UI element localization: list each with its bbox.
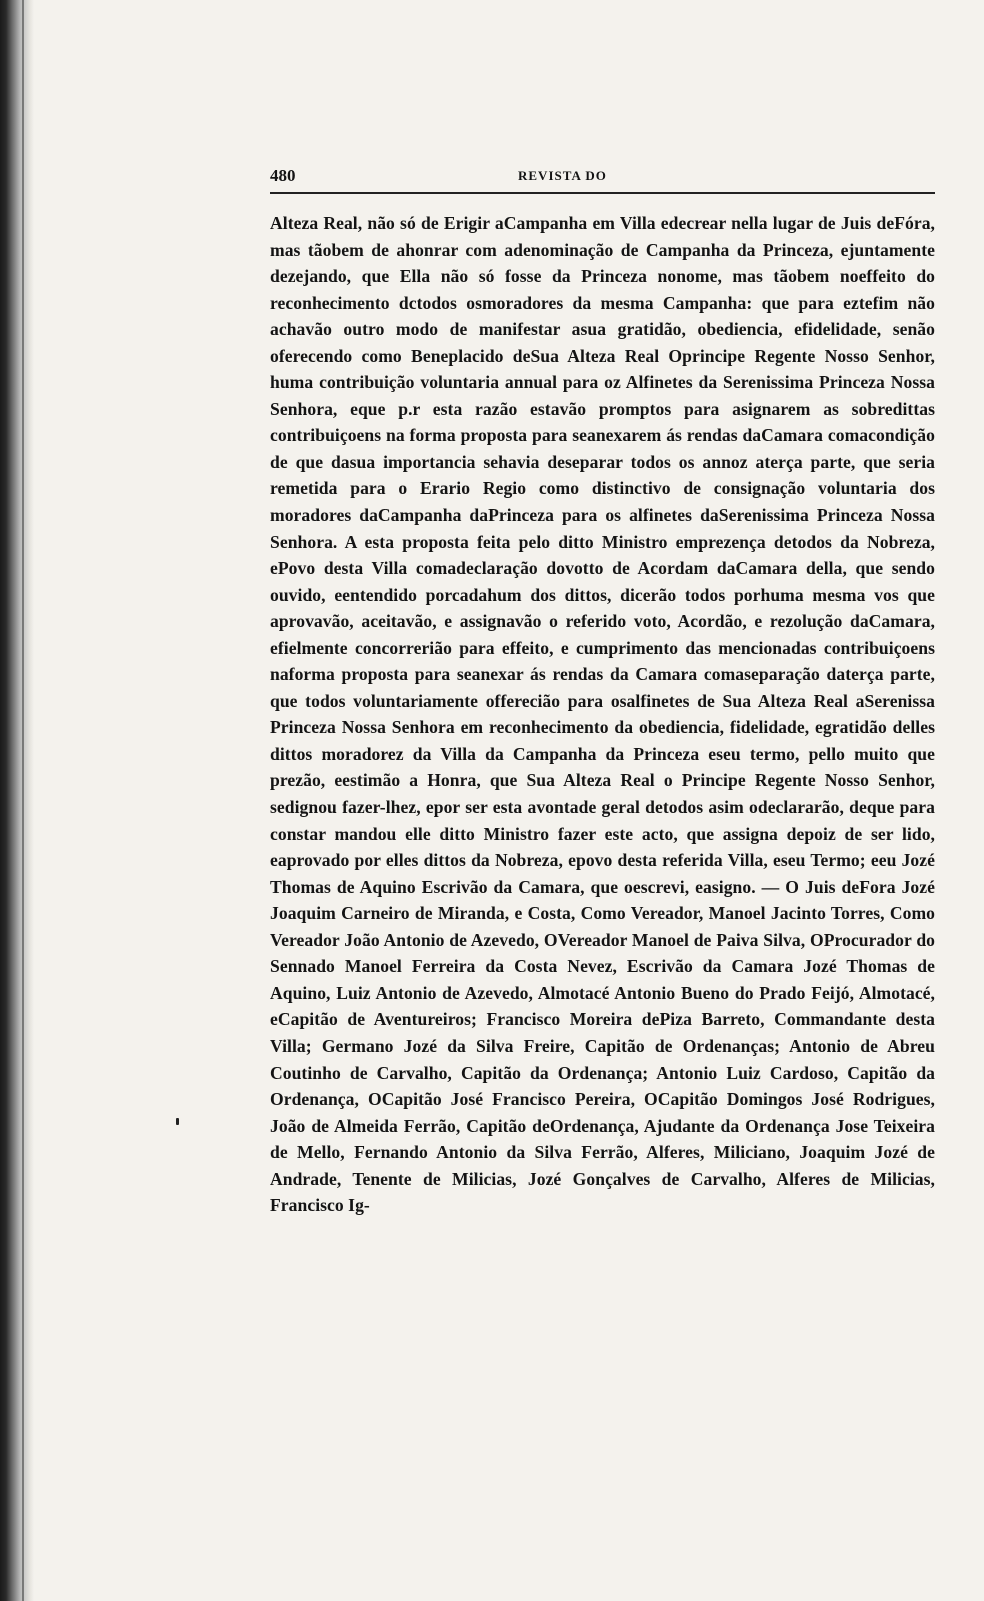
book-page <box>270 160 935 1219</box>
page-number: 480 <box>270 166 296 185</box>
ink-speck <box>176 1118 179 1125</box>
book-binding-shadow <box>0 0 34 1601</box>
body-paragraph: Alteza Real, não só de Erigir aCampanha em Villa edecrear nella lugar de Juis deFóra, mas tãobem de ahonrar com adenominação de Campanha da Princeza, ejuntamente dezejando, que Ella não só fosse da Princeza nonome, mas tãobem noeffeito do reconhecimento dctodos osmoradores da mesma Campanha: que para eztefim não achavão outro modo de manifestar asua gratidão, obediencia, efidelidade, senão oferecendo como Beneplacido deSua Alteza Real Oprincipe Regente Nosso Senhor, huma contribuição voluntaria annual para oz Alfinetes da Serenissima Princeza Nossa Senhora, eque p.r esta razão estavão promptos para asignarem as sobredittas contribuiçoens na forma proposta para seanexarem ás rendas daCamara comacondição de que dasua importancia sehavia deseparar todos os annoz aterça parte, que seria remetida para o Erario Regio como distinctivo de consignação voluntaria dos moradores daCampanha daPrinceza para os alfinetes daSerenissima Princeza Nossa Senhora. A esta proposta feita pelo ditto Ministro emprezença detodos da Nobreza, ePovo desta Villa comadeclaração dovotto de Acordam daCamara della, que sendo ouvido, eentendido porcadahum dos dittos, dicerão todos porhuma mesma vos que aprovavão, aceitavão, e assignavão o referido voto, Acordão, e rezolução daCamara, efielmente concorrerião para effeito, e cumprimento das mencionadas contribuiçoens naforma proposta para seanexar ás rendas da Camara comaseparação daterça parte, que todos voluntariamente offerecião para osalfinetes de Sua Alteza Real aSerenissa Princeza Nossa Senhora em reconhecimento da obediencia, fidelidade, egratidão delles dittos moradorez da Villa da Campanha da Princeza eseu termo, pello muito que prezão, eestimão a Honra, que Sua Alteza Real o Principe Regente Nosso Senhor, sedignou fazer-lhez, epor ser esta avontade geral detodos asim odeclararão, deque para constar mandou elle ditto Ministro fazer este acto, que assigna depoiz de ser lido, eaprovado por elles dittos da Nobreza, epovo desta referida Villa, eseu Termo; eeu Jozé Thomas de Aquino Escrivão da Camara, que oescrevi, easigno. — O Juis deFora Jozé Joaquim Carneiro de Miranda, e Costa, Como Vereador, Manoel Jacinto Torres, Como Vereador João Antonio de Azevedo, OVereador Manoel de Paiva Silva, OProcurador do Sennado Manoel Ferreira da Costa Nevez, Escrivão da Camara Jozé Thomas de Aquino, Luiz Antonio de Azevedo, Almotacé Antonio Bueno do Prado Feijó, Almotacé, eCapitão de Aventureiros; Francisco Moreira dePiza Barreto, Commandante desta Villa; Germano Jozé da Silva Freire, Capitão de Ordenanças; Antonio de Abreu Coutinho de Carvalho, Capitão da Ordenança; Antonio Luiz Cardoso, Capitão da Ordenança, OCapitão José Francisco Pereira, OCapitão Domingos José Rodrigues, João de Almeida Ferrão, Capitão deOrdenança, Ajudante da Ordenança Jose Teixeira de Mello, Fernando Antonio da Silva Ferrão, Alferes, Miliciano, Joaquim Jozé de Andrade, Tenente de Milicias, Jozé Gonçalves de Carvalho, Alferes de Milicias, Francisco Ig- <box>270 213 935 1216</box>
binding-crease <box>22 0 24 1601</box>
page-header <box>270 160 935 190</box>
header-rule <box>270 192 935 194</box>
running-title: REVISTA DO <box>518 168 607 183</box>
